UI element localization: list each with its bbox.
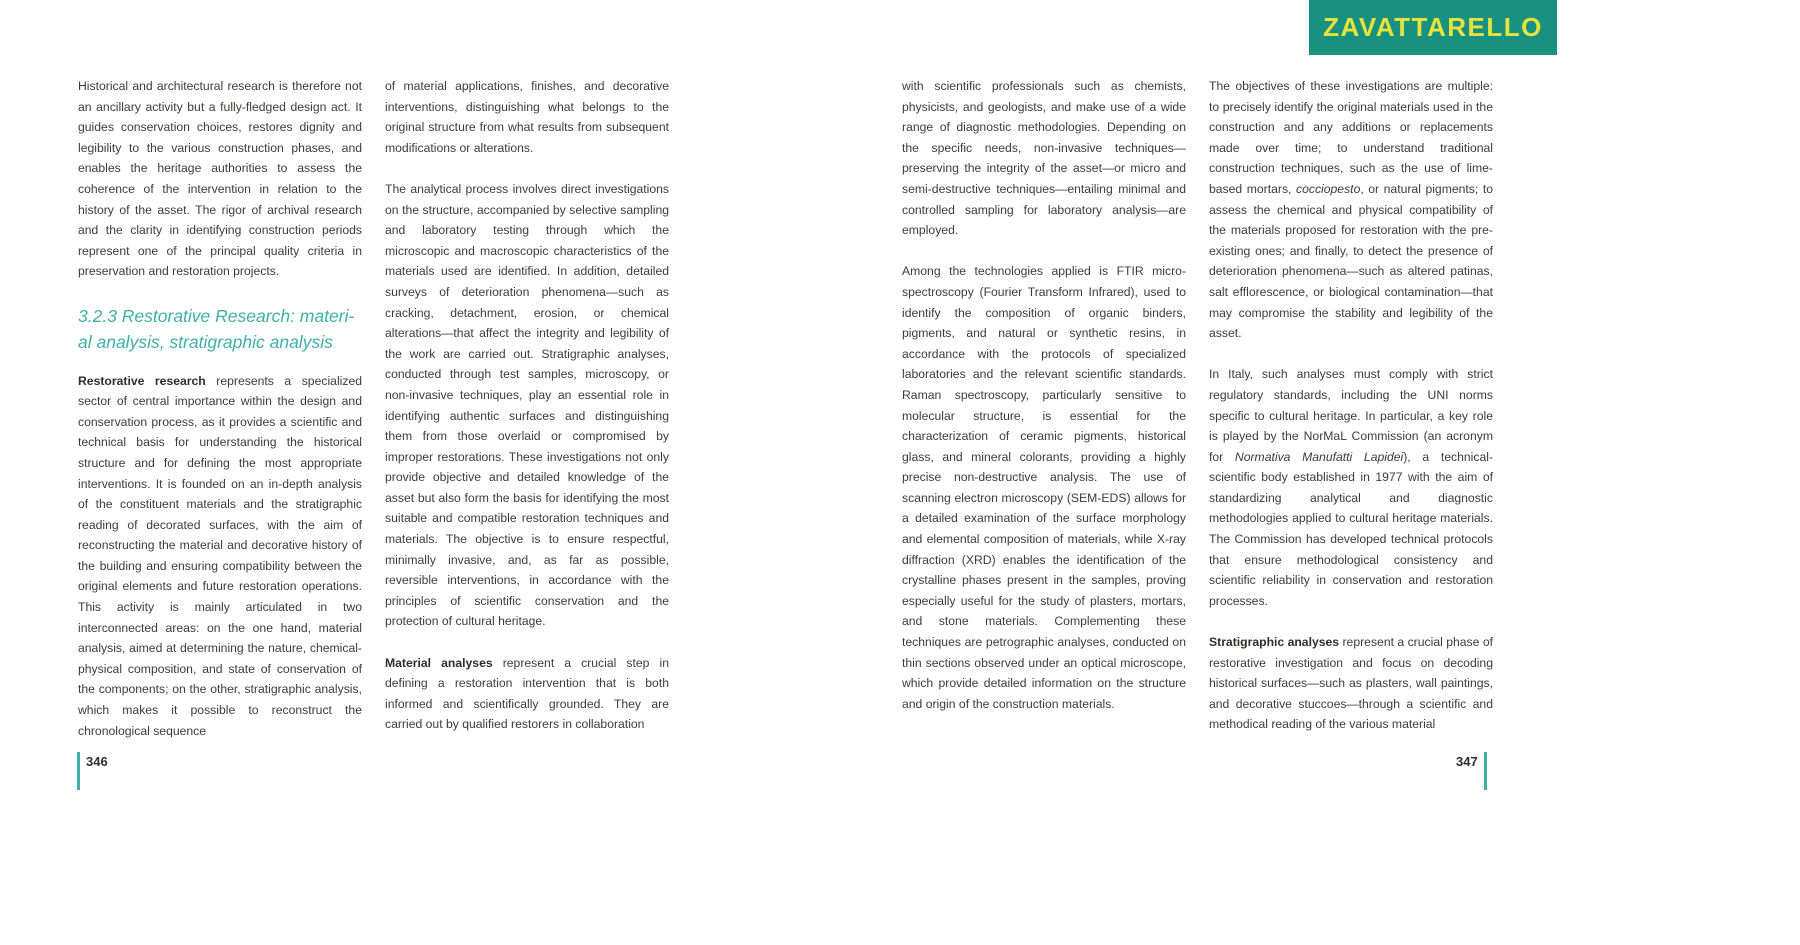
page-347-column-1 [902,76,1186,714]
paragraph-text: In Italy, such analyses must comply with strict regulatory standards, including the UNI norms specific to cultural heritage. In particular, a key role is played by the NorMaL Commission (an acronym for [1209,367,1493,464]
section-heading-line-1: 3.2.3 Restorative Research: materi- [78,305,355,326]
paragraph-text: The objectives of these investigations are multiple: to precisely identify the original materials used in the construction and any additions or replacements made over time; to understand traditional construction techniques, such as the use of lime-based mortars, [1209,79,1493,196]
page-number-text: 346 [86,754,108,769]
paragraph-text: Historical and architectural research is therefore not an ancillary activity but a fully-fledged design act. It guides conservation choices, restores dignity and legibility to the various construction phases, and enables the heritage authorities to assess the coherence of the intervention in relation to the history of the asset. The rigor of archival research and the clarity in identifying construction periods represent one of the principal quality criteria in preservation and restoration projects. [78,79,362,279]
page-347-column-2 [1209,76,1493,735]
page-edge-bar [77,752,80,790]
paragraph [385,76,669,158]
paragraph-italic-term: Normativa Manufatti Lapidei [1234,449,1404,464]
section-heading [78,303,362,355]
paragraph-text: represent a crucial phase of restorative investigation and focus on decoding historical surfaces—such as plasters, wall paintings, and decorative stuccoes—through a scientific and methodical reading of the various material [1209,635,1493,732]
chapter-banner [1309,0,1557,55]
paragraph-bold-lead: Restorative research [78,373,206,388]
paragraph-text: represents a specialized sector of central importance within the design and conservation process, as it provides a scientific and technical basis for understanding the historical structure and for defining the most appropriate interventions. It is founded on an in-depth analysis of the constituent materials and the stratigraphic reading of decorated surfaces, with the aim of reconstructing the material and decorative history of the building and ensuring compatibility between the original elements and future restoration operations. This activity is mainly articulated in two interconnected areas: on the one hand, material analysis, aimed at determining the nature, chemical-physical composition, and state of conservation of the components; on the other, stratigraphic analysis, which makes it possible to reconstruct the chronological sequence [78,373,363,738]
paragraph [902,76,1186,241]
chapter-banner-label: ZAVATTARELLO [1323,12,1543,42]
paragraph-text: represent a crucial step in defining a restoration intervention that is both informed and scientifically grounded. They are carried out by qualified restorers in collaboration [385,655,670,732]
paragraph-text: , or natural pigments; to assess the chemical and physical compatibility of the materials proposed for restoration with the pre-existing ones; and finally, to detect the presence of deterioration phenomena—such as altered patinas, salt efflorescence, or biological contamination—that may compromise the stability and legibility of the asset. [1209,181,1493,341]
paragraph-text: ), a technical-scientific body established in 1977 with the aim of standardizing analytical and diagnostic methodologies applied to cultural heritage materials. The Commission has developed technical protocols that ensure methodological consistency and scientific reliability in conservation and restoration processes. [1209,449,1493,608]
paragraph [902,261,1186,714]
page-number-text: 347 [1456,754,1478,769]
paragraph-text: Among the technologies applied is FTIR micro-spectroscopy (Fourier Transform Infrared), used to identify the composition of organic binders, pigments, and natural or synthetic resins, in accordance with the protocols of specialized laboratories and the relevant scientific standards. Raman spectroscopy, particularly sensitive to molecular structure, is essential for the characterization of ceramic pigments, historical glass, and mineral colorants, providing a highly precise non-destructive analysis. The use of scanning electron microscopy (SEM-EDS) allows for a detailed examination of the surface morphology and elemental composition of materials, while X-ray diffraction (XRD) enables the identification of the crystalline phases present in the samples, proving especially useful for the study of plasters, mortars, and stone materials. Complementing these techniques are petrographic analyses, conducted on thin sections observed under an optical microscope, which provide detailed information on the structure and origin of the construction materials. [902,264,1186,711]
paragraph [385,179,669,632]
page-number-left [77,752,108,790]
paragraph [1209,76,1493,344]
paragraph-text: of material applications, finishes, and decorative interventions, distinguishing what belongs to the original structure from what results from subsequent modifications or alterations. [385,79,669,155]
page-number-right [1456,752,1487,790]
page-346-column-1 [78,76,362,741]
paragraph-italic-term: cocciopesto [1295,181,1361,196]
paragraph-bold-lead: Stratigraphic analyses [1209,635,1340,650]
paragraph [78,371,362,742]
page-edge-bar [1484,752,1487,790]
paragraph-text: The analytical process involves direct investigations on the structure, accompanied by selective sampling and laboratory testing through which the microscopic and macroscopic characteristics of the materials used are identified. In addition, detailed surveys of deterioration phenomena—such as cracking, detachment, erosion, or chemical alterations—that affect the integrity and legibility of the work are carried out. Stratigraphic analyses, conducted through test samples, microscopy, or non-invasive techniques, play an essential role in identifying authentic surfaces and distinguishing them from those overlaid or compromised by improper restorations. These investigations not only provide objective and detailed knowledge of the asset but also form the basis for identifying the most suitable and compatible restoration techniques and materials. The objective is to ensure respectful, minimally invasive, and, as far as possible, reversible interventions, in accordance with the principles of scientific conservation and the protection of cultural heritage. [385,181,669,629]
section-heading-line-2: al analysis, stratigraphic analysis [78,331,333,352]
paragraph-bold-lead: Material analyses [385,655,493,670]
paragraph [385,653,669,735]
page-346-column-2 [385,76,669,735]
paragraph [1209,632,1493,735]
paragraph [78,76,362,282]
paragraph-text: with scientific professionals such as chemists, physicists, and geologists, and make use of a wide range of diagnostic methodologies. Depending on the specific needs, non-invasive techniques—preserving the integrity of the asset—or micro and semi-destructive techniques—entailing minimal and controlled sampling for laboratory analysis—are employed. [902,79,1186,238]
paragraph [1209,364,1493,611]
